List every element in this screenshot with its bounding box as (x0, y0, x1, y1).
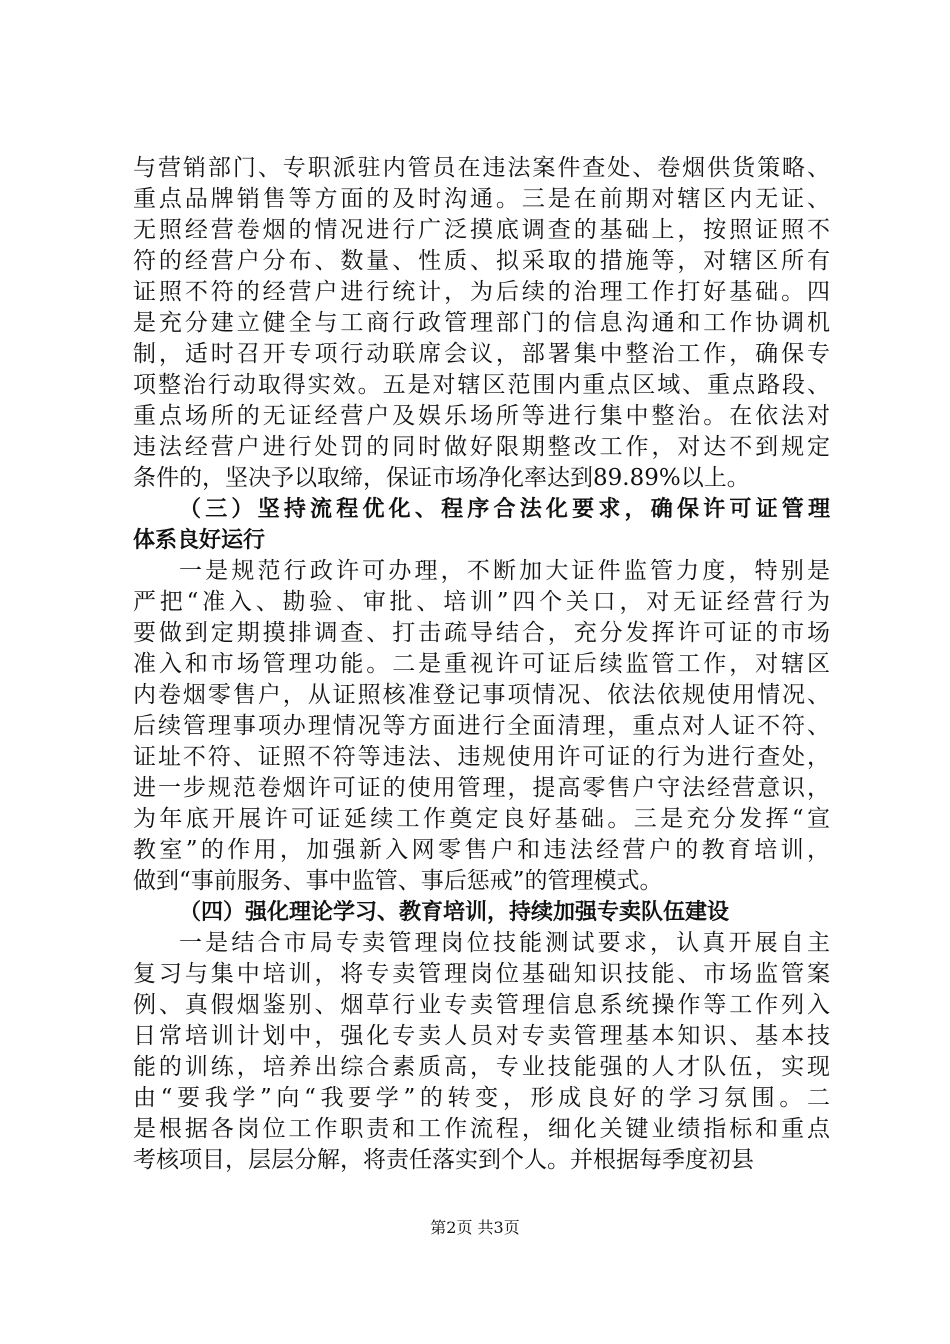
text-line: 由“要我学”向“我要学”的转变，形成良好的学习氛围。二 (133, 1085, 830, 1111)
text-line: 为年底开展许可证延续工作奠定良好基础。三是充分发挥“宣 (133, 806, 830, 832)
body-paragraph (133, 556, 830, 897)
section-heading (133, 897, 830, 928)
text-line: 项整治行动取得实效。五是对辖区范围内重点区域、重点路段、 (133, 372, 830, 398)
text-line: 教室”的作用，加强新入网零售户和违法经营户的教育培训， (133, 837, 830, 863)
heading-line: （三）坚持流程优化、程序合法化要求，确保许可证管理 (179, 497, 830, 522)
text-line: 做到“事前服务、事中监管、事后惩戒”的管理模式。 (133, 868, 663, 894)
page-footer: 第2页 共3页 (430, 1218, 520, 1237)
text-line: 无照经营卷烟的情况进行广泛摸底调查的基础上，按照证照不 (133, 217, 830, 243)
body-paragraph (133, 928, 830, 1176)
text-line: 与营销部门、专职派驻内管员在违法案件查处、卷烟供货策略、 (133, 155, 830, 181)
text-line: 是根据各岗位工作职责和工作流程，细化关键业绩指标和重点 (133, 1116, 830, 1142)
text-line: 考核项目，层层分解，将责任落实到个人。并根据每季度初县 (133, 1147, 754, 1173)
heading-line: 体系良好运行 (133, 528, 266, 553)
text-line: 准入和市场管理功能。二是重视许可证后续监管工作，对辖区 (133, 651, 830, 677)
document-body (133, 153, 830, 1176)
text-line: 要做到定期摸排调查、打击疏导结合，充分发挥许可证的市场 (133, 620, 830, 646)
text-line: 日常培训计划中，强化专卖人员对专卖管理基本知识、基本技 (133, 1023, 830, 1049)
text-line: 符的经营户分布、数量、性质、拟采取的措施等，对辖区所有 (133, 248, 830, 274)
text-line: 后续管理事项办理情况等方面进行全面清理，重点对人证不符、 (133, 713, 830, 739)
text-line: 证址不符、证照不符等违法、违规使用许可证的行为进行查处， (133, 744, 830, 770)
text-line: 能的训练，培养出综合素质高，专业技能强的人才队伍，实现 (133, 1054, 830, 1080)
text-line: 复习与集中培训，将专卖管理岗位基础知识技能、市场监管案 (133, 961, 830, 987)
text-line: 例、真假烟鉴别、烟草行业专卖管理信息系统操作等工作列入 (133, 992, 830, 1018)
text-line: 重点场所的无证经营户及娱乐场所等进行集中整治。在依法对 (133, 403, 830, 429)
heading-line: （四）强化理论学习、教育培训，持续加强专卖队伍建设 (179, 900, 730, 925)
text-line: 严把“准入、勘验、审批、培训”四个关口，对无证经营行为 (133, 589, 830, 615)
text-line: 内卷烟零售户，从证照核准登记事项情况、依法依规使用情况、 (133, 682, 830, 708)
text-line: 制，适时召开专项行动联席会议，部署集中整治工作，确保专 (133, 341, 830, 367)
text-line: 证照不符的经营户进行统计，为后续的治理工作打好基础。四 (133, 279, 830, 305)
body-paragraph (133, 153, 830, 494)
text-line: 一是规范行政许可办理，不断加大证件监管力度，特别是 (179, 558, 830, 584)
section-heading (133, 494, 830, 556)
text-line: 是充分建立健全与工商行政管理部门的信息沟通和工作协调机 (133, 310, 830, 336)
text-line: 条件的，坚决予以取缔，保证市场净化率达到89.89%以上。 (133, 465, 750, 491)
text-line: 一是结合市局专卖管理岗位技能测试要求，认真开展自主 (179, 930, 830, 956)
text-line: 违法经营户进行处罚的同时做好限期整改工作，对达不到规定 (133, 434, 830, 460)
text-line: 进一步规范卷烟许可证的使用管理，提高零售户守法经营意识， (133, 775, 830, 801)
text-line: 重点品牌销售等方面的及时沟通。三是在前期对辖区内无证、 (133, 186, 830, 212)
